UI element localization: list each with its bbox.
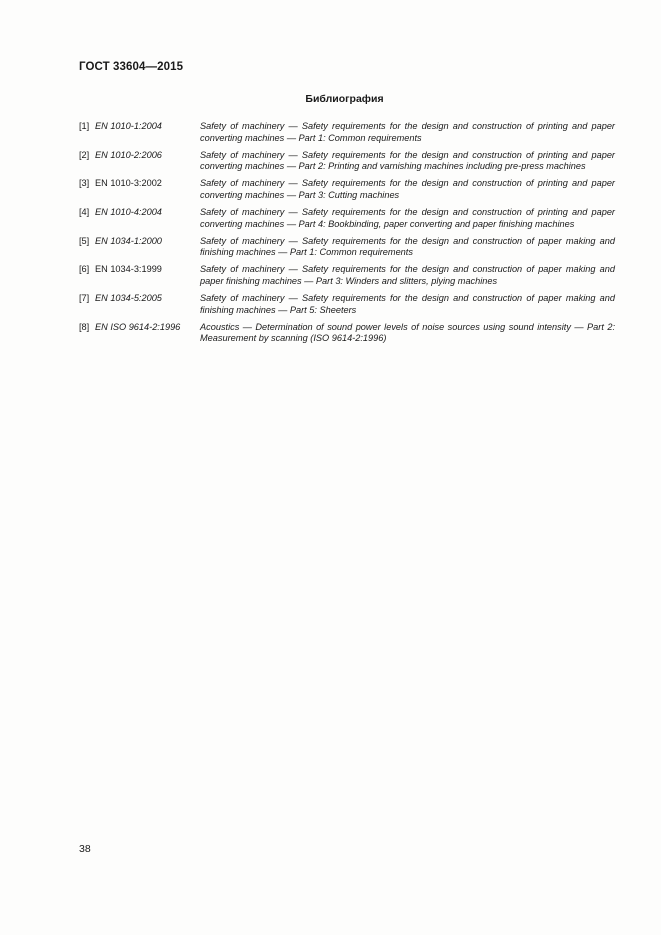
entry-title: Safety of machinery — Safety requirements for the design and construction of printing and paper converting machines — Part 3: Cutting machines bbox=[200, 178, 615, 200]
entry-number: [1] bbox=[79, 121, 90, 131]
bibliography-entry bbox=[79, 150, 615, 173]
bibliography-entry bbox=[79, 322, 615, 345]
entry-standard-code: EN 1034-5:2005 bbox=[95, 293, 162, 304]
bibliography-list bbox=[79, 121, 615, 351]
entry-number: [6] bbox=[79, 264, 90, 275]
entry-number: [7] bbox=[79, 293, 90, 304]
page-number: 38 bbox=[79, 843, 91, 855]
standard-code-header: ГОСТ 33604—2015 bbox=[79, 61, 184, 73]
entry-standard-code: EN 1034-3:1999 bbox=[95, 264, 162, 275]
bibliography-entry bbox=[79, 207, 615, 230]
entry-standard-code: EN 1010-1:2004 bbox=[95, 121, 162, 131]
bibliography-entry bbox=[79, 178, 615, 201]
entry-title: Safety of machinery — Safety requirements for the design and construction of printing and paper converting machines — Part 1: Common requirements bbox=[200, 121, 615, 143]
bibliography-entry bbox=[79, 293, 615, 316]
entry-standard-code: EN 1010-3:2002 bbox=[95, 178, 162, 189]
entry-title: Safety of machinery — Safety requirements for the design and construction of paper making and finishing machines — Part 1: Common requirements bbox=[200, 235, 615, 258]
bibliography-entry bbox=[79, 121, 615, 144]
entry-number: [3] bbox=[79, 178, 90, 189]
entry-standard-code: EN 1034-1:2000 bbox=[95, 235, 162, 246]
entry-standard-code: EN 1010-4:2004 bbox=[95, 207, 162, 218]
entry-number: [8] bbox=[79, 321, 90, 332]
entry-standard-code: EN ISO 9614-2:1996 bbox=[95, 321, 181, 332]
entry-number: [5] bbox=[79, 235, 90, 246]
bibliography-entry bbox=[79, 236, 615, 259]
entry-title: Safety of machinery — Safety requirements for the design and construction of printing and paper converting machines — Part 2: Printing and varnishing machines including pre-press machines bbox=[200, 149, 615, 172]
entry-title: Safety of machinery — Safety requirements for the design and construction of paper making and paper finishing machines — Part 3: Winders and slitters, plying machines bbox=[200, 264, 615, 287]
bibliography-title: Библиография bbox=[305, 93, 384, 105]
entry-title: Safety of machinery — Safety requirements for the design and construction of printing and paper converting machines — Part 4: Bookbinding, paper converting and paper finishing machines bbox=[200, 207, 615, 229]
entry-title: Acoustics — Determination of sound power levels of noise sources using sound intensity — Part 2: Measurement by scanning (ISO 9614-2:1996) bbox=[200, 321, 615, 344]
entry-number: [2] bbox=[79, 149, 90, 160]
entry-number: [4] bbox=[79, 207, 90, 218]
bibliography-entry bbox=[79, 264, 615, 287]
entry-title: Safety of machinery — Safety requirements for the design and construction of paper making and finishing machines — Part 5: Sheeters bbox=[200, 293, 615, 315]
entry-standard-code: EN 1010-2:2006 bbox=[95, 149, 162, 160]
